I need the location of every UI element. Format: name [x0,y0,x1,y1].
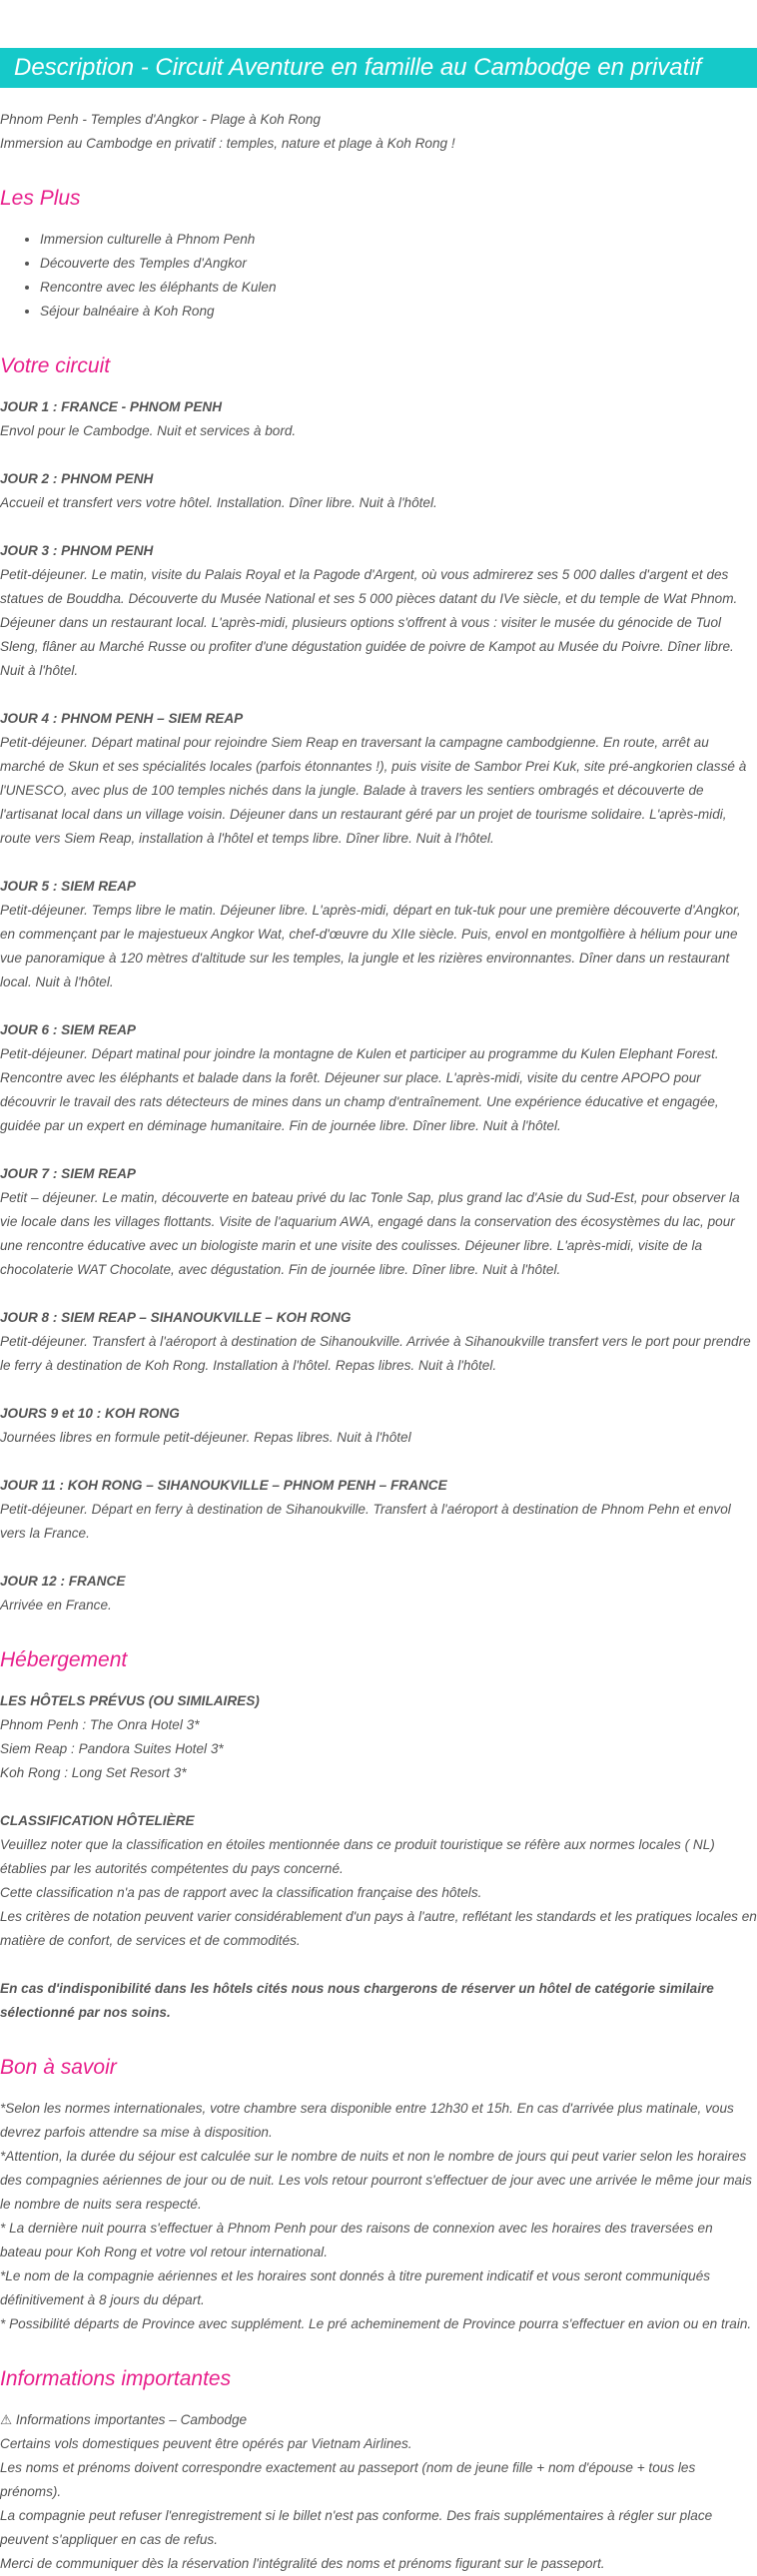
classification-line: Veuillez noter que la classification en étoiles mentionnée dans ce produit touristique se réfère aux normes locales ( NL) établies par les autorités compétentes du pays concerné. [0,1837,715,1876]
day-title: JOUR 8 : SIEM REAP – SIHANOUKVILLE – KOH RONG [0,1310,352,1325]
day-title: JOUR 12 : FRANCE [0,1574,126,1589]
infos-line: Certains vols domestiques peuvent être opérés par Vietnam Airlines. [0,2436,412,2451]
day-text: Petit-déjeuner. Départ matinal pour joindre la montagne de Kulen et participer au programme du Kulen Elephant Forest. Rencontre avec les éléphants et balade dans la forêt. Déjeuner sur place. L'après-midi, visite du centre APOPO pour découvrir le travail des rats détecteurs de mines dans un champ d'entraînement. Une expérience éducative et engagée, guidée par un expert en déminage humanitaire. Fin de journée libre. Dîner libre. Nuit à l'hôtel. [0,1046,719,1133]
hotels-title: LES HÔTELS PRÉVUS (OU SIMILAIRES) [0,1693,260,1708]
bon-a-savoir-block [0,2097,757,2336]
day-block [0,1402,757,1450]
day-title: JOURS 9 et 10 : KOH RONG [0,1406,180,1421]
bon-a-savoir-line: *Le nom de la compagnie aériennes et les horaires sont donnés à titre purement indicatif et vous seront communiqués définitivement à 8 jours du départ. [0,2268,711,2307]
day-text: Petit-déjeuner. Départ en ferry à destination de Sihanoukville. Transfert à l'aéroport à destination de Phnom Pehn et envol vers la France. [0,1502,731,1541]
plus-item: • Immersion culturelle à Phnom Penh [40,228,757,252]
page [0,48,757,2576]
plus-list [0,228,757,323]
classification-line: Cette classification n'a pas de rapport avec la classification française des hôtels. [0,1885,482,1900]
bon-a-savoir-line: * La dernière nuit pourra s'effectuer à Phnom Penh pour des raisons de connexion avec les horaires des traversées en bateau pour Koh Rong et votre vol retour international. [0,2221,713,2259]
bon-a-savoir-line: *Attention, la durée du séjour est calculée sur le nombre de nuits et non le nombre de jours qui peut varier selon les horaires des compagnies aériennes de jour ou de nuit. Les vols retour pourront s'effectuer de jour avec une arrivée le même jour mais le nombre de nuits sera respecté. [0,2149,752,2212]
infos-block [0,2408,757,2576]
day-title: JOUR 7 : SIEM REAP [0,1166,136,1181]
hotel-line: Koh Rong : Long Set Resort 3* [0,1765,187,1780]
day-text: Petit-déjeuner. Temps libre le matin. Déjeuner libre. L'après-midi, départ en tuk-tuk pour une première découverte d'Angkor, en commençant par le majestueux Angkor Wat, chef-d'œuvre du XIIe siècle. Puis, envol en montgolfière à hélium pour une vue panoramique à 120 mètres d'altitude sur les temples, la jungle et les rizières environnantes. Dîner dans un restaurant local. Nuit à l'hôtel. [0,903,741,989]
day-title: JOUR 1 : FRANCE - PHNOM PENH [0,399,223,414]
day-title: JOUR 6 : SIEM REAP [0,1022,136,1037]
bon-a-savoir-line: *Selon les normes internationales, votre chambre sera disponible entre 12h30 et 15h. En cas d'arrivée plus matinale, vous devrez parfois attendre sa mise à disposition. [0,2101,734,2140]
day-block [0,1306,757,1378]
day-block [0,1018,757,1138]
day-block [0,539,757,683]
day-title: JOUR 2 : PHNOM PENH [0,471,154,486]
classification-line: Les critères de notation peuvent varier considérablement d'un pays à l'autre, reflétant les standards et les pratiques locales en matière de confort, de services et de commodités. [0,1909,757,1948]
day-text: Journées libres en formule petit-déjeuner. Repas libres. Nuit à l'hôtel [0,1430,411,1445]
intro-route: Phnom Penh - Temples d'Angkor - Plage à Koh Rong [0,112,321,127]
day-block [0,1474,757,1546]
plus-item: • Séjour balnéaire à Koh Rong [40,300,757,323]
infos-line: Les noms et prénoms doivent correspondre exactement au passeport (nom de jeune fille + nom d'épouse + tous les prénoms). [0,2460,696,2499]
bon-a-savoir-heading: Bon à savoir [0,2056,117,2079]
day-block [0,875,757,994]
infos-line: La compagnie peut refuser l'enregistrement si le billet n'est pas conforme. Des frais supplémentaires à régler sur place peuvent s'appliquer en cas de refus. [0,2508,713,2547]
day-text: Envol pour le Cambodge. Nuit et services à bord. [0,423,297,438]
plus-heading: Les Plus [0,187,81,210]
day-block [0,707,757,851]
intro [0,108,757,156]
day-title: JOUR 4 : PHNOM PENH – SIEM REAP [0,711,244,726]
description-banner: Description - Circuit Aventure en famille au Cambodge en privatif [0,48,757,88]
day-text: Arrivée en France. [0,1598,112,1612]
circuit-days [0,395,757,1617]
day-text: Petit-déjeuner. Départ matinal pour rejoindre Siem Reap en traversant la campagne cambodgienne. En route, arrêt au marché de Skun et ses spécialités locales (parfois étonnantes !), puis visite de Sambor Prei Kuk, site pré-angkorien classé à l'UNESCO, avec plus de 100 temples nichés dans la jungle. Balade à travers les sentiers ombragés et découverte de l'artisanat local dans un village voisin. Déjeuner dans un restaurant géré par un projet de tourisme solidaire. L'après-midi, route vers Siem Reap, installation à l'hôtel et temps libre. Dîner libre. Nuit à l'hôtel. [0,735,747,846]
hebergement-block [0,1689,757,2025]
infos-heading: Informations importantes [0,2367,232,2390]
hebergement-heading: Hébergement [0,1648,128,1671]
infos-line: ⚠ Informations importantes – Cambodge [0,2412,248,2427]
day-block [0,1162,757,1282]
hotel-line: Siem Reap : Pandora Suites Hotel 3* [0,1741,224,1756]
infos-line: Merci de communiquer dès la réservation l'intégralité des noms et prénoms figurant sur le passeport. [0,2556,605,2571]
day-text: Petit – déjeuner. Le matin, découverte en bateau privé du lac Tonle Sap, plus grand lac d'Asie du Sud-Est, pour observer la vie locale dans les villages flottants. Visite de l'aquarium AWA, engagé dans la conservation des écosystèmes du lac, pour une rencontre éducative avec un biologiste marin et une visite des coulisses. Déjeuner libre. L'après-midi, visite de la chocolaterie WAT Chocolate, avec dégustation. Fin de journée libre. Dîner libre. Nuit à l'hôtel. [0,1190,740,1277]
plus-item: • Découverte des Temples d'Angkor [40,252,757,276]
hotel-availability-note: En cas d'indisponibilité dans les hôtels cités nous nous chargerons de réserver un hôtel de catégorie similaire sélectionné par nos soins. [0,1981,714,2020]
hotel-line: Phnom Penh : The Onra Hotel 3* [0,1717,200,1732]
circuit-heading: Votre circuit [0,354,111,377]
day-block [0,395,757,443]
day-block [0,467,757,515]
day-text: Petit-déjeuner. Transfert à l'aéroport à destination de Sihanoukville. Arrivée à Sihanoukville transfert vers le port pour prendre le ferry à destination de Koh Rong. Installation à l'hôtel. Repas libres. Nuit à l'hôtel. [0,1334,751,1373]
bon-a-savoir-line: * Possibilité départs de Province avec supplément. Le pré acheminement de Province pourra s'effectuer en avion ou en train. [0,2316,752,2331]
day-title: JOUR 5 : SIEM REAP [0,879,136,894]
intro-tagline: Immersion au Cambodge en privatif : temples, nature et plage à Koh Rong ! [0,136,455,151]
day-text: Petit-déjeuner. Le matin, visite du Palais Royal et la Pagode d'Argent, où vous admirerez ses 5 000 dalles d'argent et des statues de Bouddha. Découverte du Musée National et ses 5 000 pièces datant du IVe siècle, et du temple de Wat Phnom. Déjeuner dans un restaurant local. L'après-midi, plusieurs options s'offrent à vous : visiter le musée du génocide de Tuol Sleng, flâner au Marché Russe ou profiter d'une dégustation guidée de poivre de Kampot au Musée du Poivre. Dîner libre. Nuit à l'hôtel. [0,567,738,678]
day-text: Accueil et transfert vers votre hôtel. Installation. Dîner libre. Nuit à l'hôtel. [0,495,437,510]
day-title: JOUR 3 : PHNOM PENH [0,543,154,558]
classification-title: CLASSIFICATION HÔTELIÈRE [0,1813,195,1828]
plus-item: • Rencontre avec les éléphants de Kulen [40,276,757,300]
day-block [0,1570,757,1617]
day-title: JOUR 11 : KOH RONG – SIHANOUKVILLE – PHNOM PENH – FRANCE [0,1478,447,1493]
